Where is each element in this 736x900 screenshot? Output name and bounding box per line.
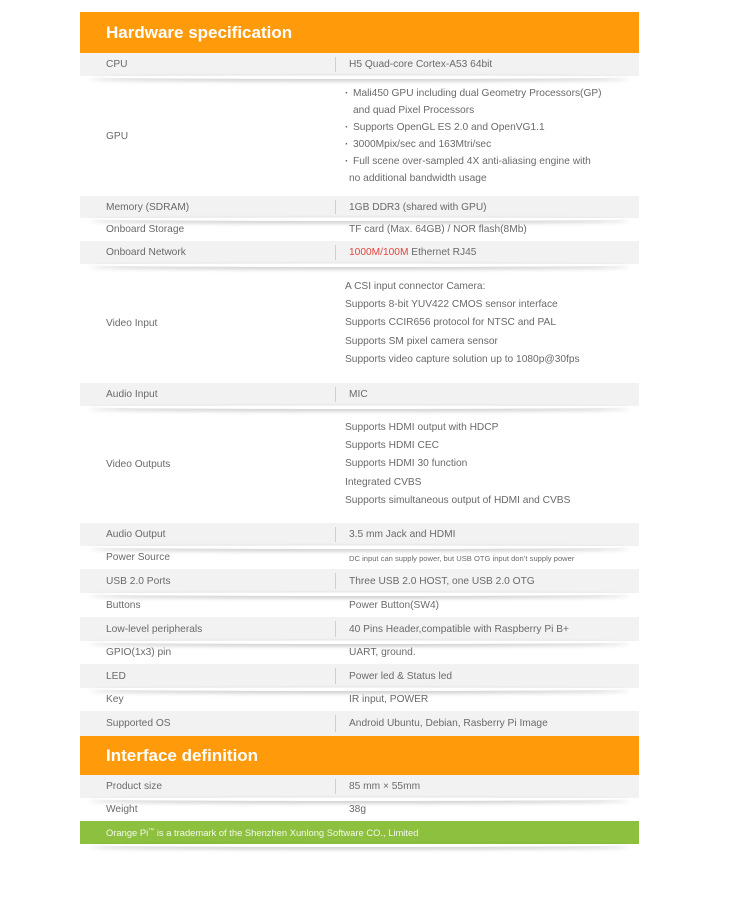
list-item: · 3000Mpix/sec and 163Mtri/sec bbox=[345, 136, 633, 153]
spec-row-os bbox=[80, 711, 639, 736]
spec-label: USB 2.0 Ports bbox=[106, 575, 171, 587]
spec-row-gpu bbox=[80, 76, 639, 196]
spec-row-weight bbox=[80, 798, 639, 821]
brand-name: Orange Pi bbox=[106, 826, 149, 838]
spec-row-storage bbox=[80, 218, 639, 241]
spec-label: Video Outputs bbox=[106, 459, 171, 470]
spec-row-key bbox=[80, 688, 639, 711]
spec-label: GPU bbox=[106, 130, 129, 142]
spec-row-led bbox=[80, 664, 639, 688]
spec-row-cpu bbox=[80, 53, 639, 76]
list-item: A CSI input connector Camera: bbox=[345, 280, 486, 292]
list-item: Supports 8-bit YUV422 CMOS sensor interface bbox=[345, 299, 558, 311]
spec-row-video-input bbox=[80, 264, 639, 383]
spec-value-list bbox=[345, 419, 639, 510]
list-item: and quad Pixel Processors bbox=[353, 105, 475, 116]
section-header-interface bbox=[80, 736, 639, 775]
spec-value bbox=[349, 246, 639, 259]
list-item: Supports HDMI 30 function bbox=[345, 458, 468, 470]
spec-label: Key bbox=[106, 694, 124, 705]
column-divider bbox=[335, 621, 336, 637]
spec-value-list bbox=[345, 278, 639, 369]
spec-row-product-size bbox=[80, 775, 639, 798]
spec-row-network bbox=[80, 241, 639, 264]
spec-value: Three USB 2.0 HOST, one USB 2.0 OTG bbox=[349, 575, 535, 587]
trademark-text bbox=[106, 827, 418, 839]
spec-value: Android Ubuntu, Debian, Rasberry Pi Image bbox=[349, 718, 548, 729]
spec-row-memory bbox=[80, 196, 639, 218]
spec-sheet bbox=[80, 12, 639, 844]
list-item: Supports simultaneous output of HDMI and CVBS bbox=[345, 494, 571, 506]
column-divider bbox=[335, 715, 336, 732]
column-divider bbox=[335, 527, 336, 542]
spec-row-power-source bbox=[80, 546, 639, 569]
spec-label: LED bbox=[106, 670, 126, 682]
column-divider bbox=[335, 668, 336, 684]
trademark-notice: is a trademark of the Shenzhen Xunlong Software CO., Limited bbox=[154, 826, 419, 838]
spec-value: IR input, POWER bbox=[349, 694, 429, 705]
spec-value: TF card (Max. 64GB) / NOR flash(8Mb) bbox=[349, 224, 527, 235]
column-divider bbox=[335, 57, 336, 72]
spec-label: Low-level peripherals bbox=[106, 623, 203, 635]
column-divider bbox=[335, 245, 336, 260]
spec-row-low-level bbox=[80, 617, 639, 641]
spec-value: 3.5 mm Jack and HDMI bbox=[349, 529, 456, 540]
list-item: Integrated CVBS bbox=[345, 476, 422, 488]
section-title: Interface definition bbox=[106, 745, 259, 765]
spec-value-list bbox=[345, 85, 639, 187]
spec-value: 85 mm × 55mm bbox=[349, 781, 421, 792]
spec-label: GPIO(1x3) pin bbox=[106, 647, 172, 658]
list-item: · Full scene over-sampled 4X anti-aliasing engine with bbox=[345, 153, 633, 170]
spec-row-video-outputs bbox=[80, 406, 639, 523]
spec-label: Buttons bbox=[106, 599, 141, 611]
section-title: Hardware specification bbox=[106, 22, 293, 42]
spec-label: Video Input bbox=[106, 318, 158, 329]
spec-label: Product size bbox=[106, 781, 163, 792]
list-item: · Supports OpenGL ES 2.0 and OpenVG1.1 bbox=[345, 119, 633, 136]
column-divider bbox=[335, 200, 336, 214]
spec-value: 38g bbox=[349, 804, 366, 815]
spec-value: 40 Pins Header,compatible with Raspberry Pi B+ bbox=[349, 623, 569, 635]
list-item: Supports HDMI CEC bbox=[345, 440, 439, 452]
highlight-speed: 1000M/100M bbox=[349, 247, 409, 258]
column-divider bbox=[335, 779, 336, 794]
spec-value-rest: Ethernet RJ45 bbox=[408, 247, 477, 258]
list-item: Supports HDMI output with HDCP bbox=[345, 421, 499, 433]
spec-label: CPU bbox=[106, 59, 128, 70]
column-divider bbox=[335, 387, 336, 402]
spec-label: Weight bbox=[106, 804, 138, 815]
spec-row-usb bbox=[80, 569, 639, 593]
spec-label: Supported OS bbox=[106, 718, 171, 729]
spec-value: Power Button(SW4) bbox=[349, 599, 440, 611]
spec-value: UART, ground. bbox=[349, 647, 416, 658]
spec-row-gpio bbox=[80, 641, 639, 664]
spec-label: Onboard Network bbox=[106, 247, 186, 258]
spec-label: Audio Output bbox=[106, 529, 166, 540]
spec-label: Memory (SDRAM) bbox=[106, 201, 190, 213]
spec-value: Power led & Status led bbox=[349, 670, 453, 682]
column-divider bbox=[335, 573, 336, 589]
footer-shadow bbox=[90, 843, 629, 847]
spec-label: Power Source bbox=[106, 552, 170, 563]
spec-label: Onboard Storage bbox=[106, 224, 185, 235]
spec-value: DC input can supply power, but USB OTG input don’t supply power bbox=[349, 554, 575, 563]
spec-value: H5 Quad-core Cortex-A53 64bit bbox=[349, 59, 493, 70]
spec-value: MIC bbox=[349, 389, 368, 400]
trademark-footer bbox=[80, 821, 639, 844]
list-item: Supports CCIR656 protocol for NTSC and PAL bbox=[345, 317, 557, 329]
list-item: Supports video capture solution up to 1080p@30fps bbox=[345, 353, 580, 365]
list-item: Supports SM pixel camera sensor bbox=[345, 335, 498, 347]
section-header-hardware bbox=[80, 12, 639, 53]
list-item: no additional bandwidth usage bbox=[349, 173, 487, 184]
list-item: · Mali450 GPU including dual Geometry Processors(GP) bbox=[345, 85, 633, 102]
spec-value: 1GB DDR3 (shared with GPU) bbox=[349, 201, 487, 213]
spec-row-audio-input bbox=[80, 383, 639, 406]
spec-label: Audio Input bbox=[106, 389, 158, 400]
spec-row-audio-output bbox=[80, 523, 639, 546]
spec-row-buttons bbox=[80, 593, 639, 617]
trademark-symbol: ™ bbox=[148, 827, 155, 834]
